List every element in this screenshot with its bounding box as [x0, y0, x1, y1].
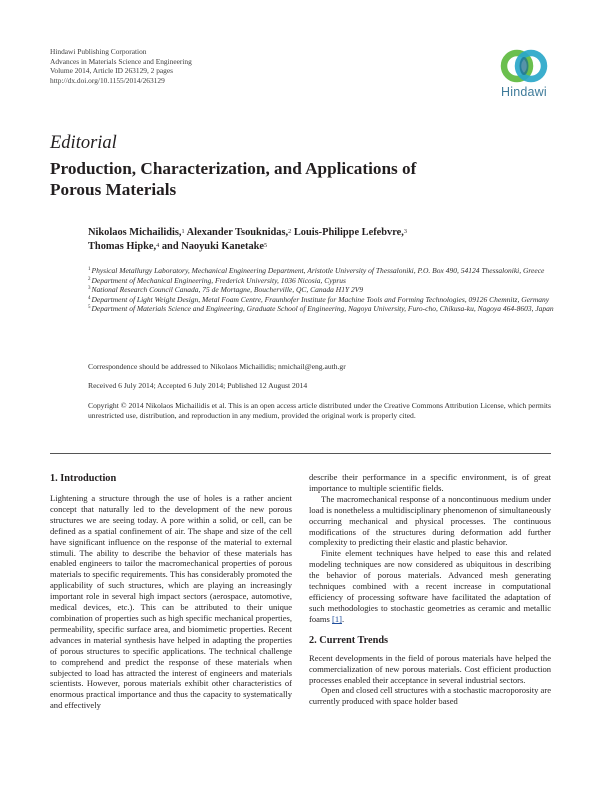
affiliation — [88, 266, 568, 276]
author-affiliation-mark: 5 — [264, 242, 268, 250]
article-type: Editorial — [50, 133, 117, 153]
hindawi-logo-icon — [499, 48, 549, 84]
author-name: and Naoyuki Kanetake — [161, 241, 265, 253]
affiliation-text: Department of Light Weight Design, Metal Foam Centre, Fraunhofer Institute for Machine Tools and Forming Technologies, 09126 Chemnitz, Germany — [91, 294, 550, 304]
paragraph-continuation: describe their performance in a specific environment, is of great importance to multiple scientific fields. — [309, 472, 551, 493]
publisher-name: Hindawi Publishing Corporation — [50, 47, 147, 56]
reference-link[interactable]: [1] — [332, 613, 342, 624]
section-heading-current-trends: 2. Current Trends — [309, 634, 389, 646]
hindawi-logo[interactable] — [492, 48, 562, 99]
correspondence-note: Correspondence should be addressed to Nikolaos Michailidis; nmichail@eng.auth.gr — [88, 362, 346, 371]
affiliation-number: 1 — [88, 267, 91, 272]
affiliation — [88, 304, 568, 314]
paragraph: Lightening a structure through the use of holes is a rather ancient concept that naturally led to the development of the new porous structures we are seeing today. A pore within a solid, or cell, can be defined as a spatial confinement of air. The shape and size of the cell have significant influence on the response of the material to external stimuli. The ability to describe the behavior of these materials has enabled engineers to tailor the macromechanical properties of porous materials to specific requirements. This has considerably promoted the applicability of such structures, which are playing an increasingly important role in several high impact sectors (aerospace, automotive, medical devices, etc.). This can be attributed to their unique combination of properties such as high specific mechanical properties, permeability, specific surface area, and biomimetic properties. Recent advances in material synthesis have helped in adapting the properties of porous structures to specific applications. The technical challenge to comprehend and predict the response of these materials when subjected to load has attracted the interest of engineers and materials scientists. However, porous materials exhibit other characteristics of enormous practical importance and thus the capacity to systematically and effectively — [50, 493, 292, 711]
title-line-2: Porous Materials — [50, 180, 177, 199]
publication-dates: Received 6 July 2014; Accepted 6 July 2014; Published 12 August 2014 — [88, 381, 308, 390]
affiliation-text: Department of Mechanical Engineering, Frederick University, 1036 Nicosia, Cyprus — [91, 275, 346, 285]
author-list — [88, 226, 558, 255]
author-affiliation-mark: 2 — [288, 228, 292, 235]
affiliation-number: 3 — [88, 286, 91, 292]
right-column — [309, 472, 551, 707]
affiliation-number: 2 — [88, 276, 91, 282]
journal-name: Advances in Materials Science and Engineering — [50, 56, 192, 66]
author-affiliation-mark: 4 — [156, 242, 160, 250]
paragraph: Recent developments in the field of porous materials have helped the commercialization of new porous materials. Cost efficient production processes enabled their acceptance in several industrial sectors. — [309, 652, 551, 685]
affiliation-number: 4 — [88, 295, 91, 301]
author-name: Alexander Tsouknidas, — [186, 227, 289, 238]
affiliation-number: 5 — [88, 305, 91, 311]
author-line-2 — [88, 240, 558, 254]
author-name: Nikolaos Michailidis, — [88, 227, 182, 238]
paragraph: The macromechanical response of a noncontinuous medium under load is nonetheless a multidisciplinary phenomenon of simultaneously occurring mechanical and physical processes. The continuous modifications of the structures during deformation add further complexity to predicting their elastic and plastic behavior. — [309, 493, 551, 548]
hindawi-logo-text: Hindawi — [501, 85, 547, 99]
affiliation — [88, 285, 568, 295]
journal-info — [50, 47, 350, 85]
author-affiliation-mark: 1 — [181, 228, 185, 235]
article-title — [50, 158, 570, 200]
affiliation — [88, 276, 568, 286]
author-name: Thomas Hipke, — [88, 241, 157, 253]
title-line-1: Production, Characterization, and Applications of — [50, 159, 417, 178]
author-affiliation-mark: 3 — [403, 228, 407, 235]
affiliation-text: National Research Council Canada, 75 de Mortagne, Boucherville, QC, Canada H1Y 2V9 — [91, 285, 364, 295]
affiliation-list — [88, 266, 568, 314]
paragraph — [309, 548, 551, 624]
doi-link[interactable]: http://dx.doi.org/10.1155/2014/263129 — [50, 75, 165, 85]
affiliation-text: Physical Metallurgy Laboratory, Mechanical Engineering Department, Aristotle University of Thessaloniki, P.O. Box 490, 54124 Thessaloniki, Greece — [91, 266, 545, 275]
volume-line: Volume 2014, Article ID 263129, 2 pages — [50, 66, 174, 76]
header-divider — [50, 453, 551, 454]
author-name: Louis-Philippe Lefebvre, — [293, 227, 404, 238]
paragraph-text: Finite element techniques have helped to ease this and related modeling techniques are now considered as ubiquitous in describing the behavior of porous materials. Advanced mesh generating techniques combined with a recent increase in computational efficiency of processing software have facilitated the adaptation of such methodologies to stochastic geometries as ceramic and metallic foams — [309, 548, 551, 624]
affiliation — [88, 295, 568, 305]
author-line-1 — [88, 226, 558, 240]
paragraph: Open and closed cell structures with a stochastic macroporosity are currently produced with space holder based — [309, 685, 551, 707]
paragraph-end: . — [342, 613, 345, 624]
section-heading-introduction: 1. Introduction — [50, 473, 117, 484]
left-column — [50, 472, 292, 711]
copyright-notice: Copyright © 2014 Nikolaos Michailidis et al. This is an open access article distributed under the Creative Commons Attribution License, which permits unrestricted use, distribution, and reproduction in any medium, provided the original work is properly cited. — [88, 401, 551, 420]
affiliation-text: Department of Materials Science and Engineering, Graduate School of Engineering, Nagoya University, Furo-cho, Chikusa-ku, Nagoya 464-8603, Japan — [91, 304, 554, 314]
